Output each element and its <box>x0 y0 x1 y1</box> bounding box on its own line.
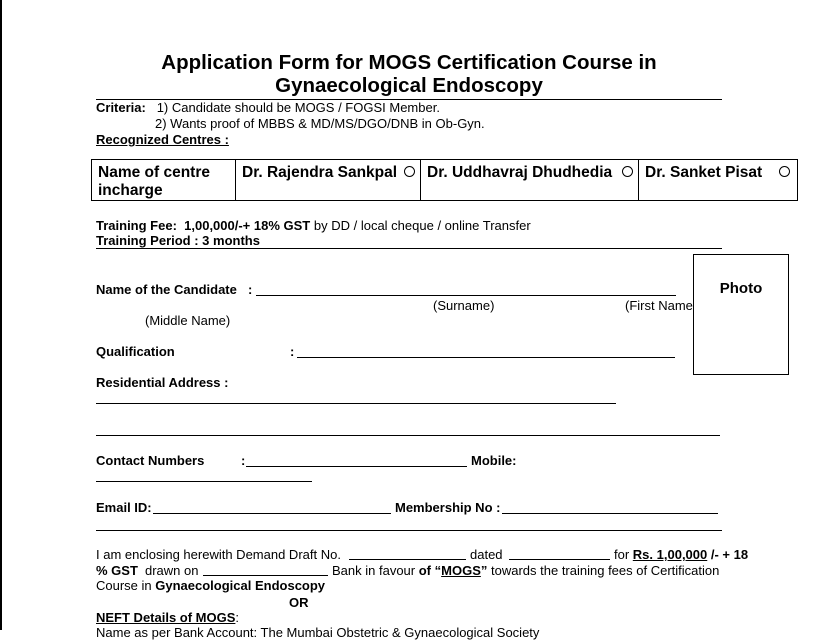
contact-number-field-2[interactable] <box>96 481 312 482</box>
candidate-name-label: Name of the Candidate <box>96 282 237 297</box>
training-fee: Training Fee: 1,00,000/-+ 18% GST by DD / local cheque / online Transfer <box>96 218 531 233</box>
middle-name-caption: (Middle Name) <box>145 313 231 328</box>
surname-caption: (Surname) <box>433 298 495 313</box>
email-field[interactable] <box>153 513 391 514</box>
email-label: Email ID: <box>96 500 152 515</box>
or-separator: OR <box>289 595 309 610</box>
centre-option-2[interactable] <box>420 160 638 200</box>
training-fee-method: by DD / local cheque / online Transfer <box>313 218 531 233</box>
centre-option-3-radio[interactable] <box>779 166 790 177</box>
contact-number-field[interactable] <box>246 466 467 467</box>
criteria-label: Criteria: <box>96 100 146 115</box>
enclosure-favour: Bank in favour of “MOGS” towards the training fees of Certification <box>332 563 720 578</box>
mobile-label: Mobile: <box>471 453 517 468</box>
mogs-payee: MOGS <box>441 563 481 578</box>
criteria-item2: 2) Wants proof of MBBS & MD/MS/DGO/DNB in Ob-Gyn. <box>155 116 485 131</box>
centre-option-2-label: Dr. Uddhavraj Dhudhedia <box>427 164 613 181</box>
first-name-caption: (First Name <box>625 298 693 313</box>
centre-option-1-radio[interactable] <box>404 166 415 177</box>
course-name: Gynaecological Endoscopy <box>155 578 326 593</box>
qualification-field[interactable] <box>297 357 675 358</box>
centre-option-3[interactable] <box>638 160 797 200</box>
membership-label: Membership No : <box>395 500 501 515</box>
centre-option-3-label: Dr. Sanket Pisat <box>645 164 763 181</box>
enclosure-drawn-on: drawn on <box>145 563 199 578</box>
address-label: Residential Address : <box>96 375 229 390</box>
address-field-line1[interactable] <box>96 403 616 404</box>
candidate-name-field[interactable] <box>256 295 676 296</box>
enclosure-dated: dated <box>470 547 503 562</box>
details-rule <box>96 530 722 531</box>
dd-number-field[interactable] <box>349 559 466 560</box>
training-fee-value: 1,00,000/-+ 18% GST <box>184 218 311 233</box>
form-title-line1: Application Form for MOGS Certification Course in <box>161 51 657 74</box>
centres-header-cell <box>92 160 235 200</box>
qualification-label: Qualification <box>96 344 175 359</box>
form-title-line2: Gynaecological Endoscopy <box>275 74 543 97</box>
centre-option-2-radio[interactable] <box>622 166 633 177</box>
neft-account-name: Name as per Bank Account: The Mumbai Obstetric & Gynaecological Society <box>96 625 540 640</box>
training-period: Training Period : 3 months <box>96 233 260 248</box>
recognized-centres-heading: Recognized Centres : <box>96 132 229 147</box>
enclosure-line1-a: I am enclosing herewith Demand Draft No. <box>96 547 341 562</box>
membership-field[interactable] <box>502 513 718 514</box>
neft-heading: NEFT Details of MOGS: <box>96 610 240 625</box>
contact-numbers-label: Contact Numbers <box>96 453 205 468</box>
centre-option-1[interactable] <box>235 160 420 200</box>
centre-option-1-label: Dr. Rajendra Sankpal <box>242 164 398 181</box>
amount-value: Rs. 1,00,000 <box>632 547 708 562</box>
page-edge <box>0 0 2 630</box>
photo-label: Photo <box>719 280 763 297</box>
criteria-line1 <box>96 100 440 115</box>
centres-table <box>91 159 798 201</box>
enclosure-amount: for Rs. 1,00,000 /- + 18 <box>614 547 749 562</box>
dd-date-field[interactable] <box>509 559 610 560</box>
centres-header: Name of centre incharge <box>98 164 210 199</box>
training-rule <box>96 248 722 249</box>
enclosure-line3: Course in Gynaecological Endoscopy <box>96 578 326 593</box>
enclosure-gst: % GST <box>96 563 138 578</box>
address-field-line2[interactable] <box>96 435 720 436</box>
criteria-item1: 1) Candidate should be MOGS / FOGSI Member. <box>156 100 440 115</box>
bank-name-field[interactable] <box>203 575 328 576</box>
photo-box[interactable] <box>693 254 789 375</box>
